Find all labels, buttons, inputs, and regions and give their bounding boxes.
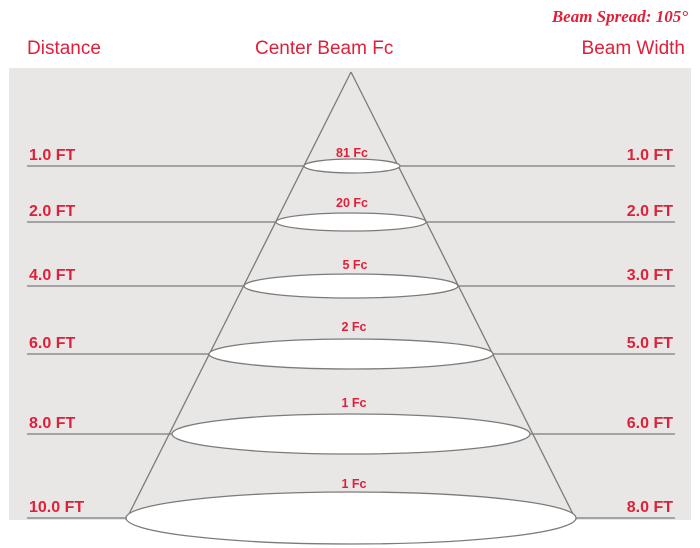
beam-width-label: 2.0 FT (626, 203, 673, 220)
distance-header: Distance (27, 38, 101, 59)
distance-label: 1.0 FT (29, 147, 76, 164)
beam-width-label: 8.0 FT (626, 499, 673, 516)
fc-label: 20 Fc (336, 196, 368, 210)
distance-label: 6.0 FT (29, 335, 76, 352)
distance-label: 2.0 FT (29, 203, 76, 220)
fc-label: 2 Fc (341, 320, 367, 334)
fc-label: 1 Fc (341, 477, 367, 491)
distance-label: 4.0 FT (29, 267, 76, 284)
distance-label: 10.0 FT (29, 499, 85, 516)
beam-width-label: 3.0 FT (626, 267, 673, 284)
beam-width-label: 5.0 FT (626, 335, 673, 352)
beam-spread-title: Beam Spread: 105° (551, 7, 688, 26)
beam-ellipse (276, 213, 426, 231)
distance-label: 8.0 FT (29, 415, 76, 432)
beam-ellipse (304, 159, 400, 173)
beam-width-label: 6.0 FT (626, 415, 673, 432)
beam-ellipse (244, 274, 458, 298)
beam-ellipse (172, 414, 530, 454)
beam-width-header: Beam Width (581, 38, 685, 59)
beam-ellipse (209, 339, 493, 369)
fc-label: 81 Fc (336, 146, 368, 160)
beam-width-label: 1.0 FT (626, 147, 673, 164)
center-beam-header: Center Beam Fc (255, 38, 394, 59)
fc-label: 5 Fc (342, 258, 368, 272)
fc-label: 1 Fc (341, 396, 367, 410)
beam-ellipse (126, 492, 576, 544)
